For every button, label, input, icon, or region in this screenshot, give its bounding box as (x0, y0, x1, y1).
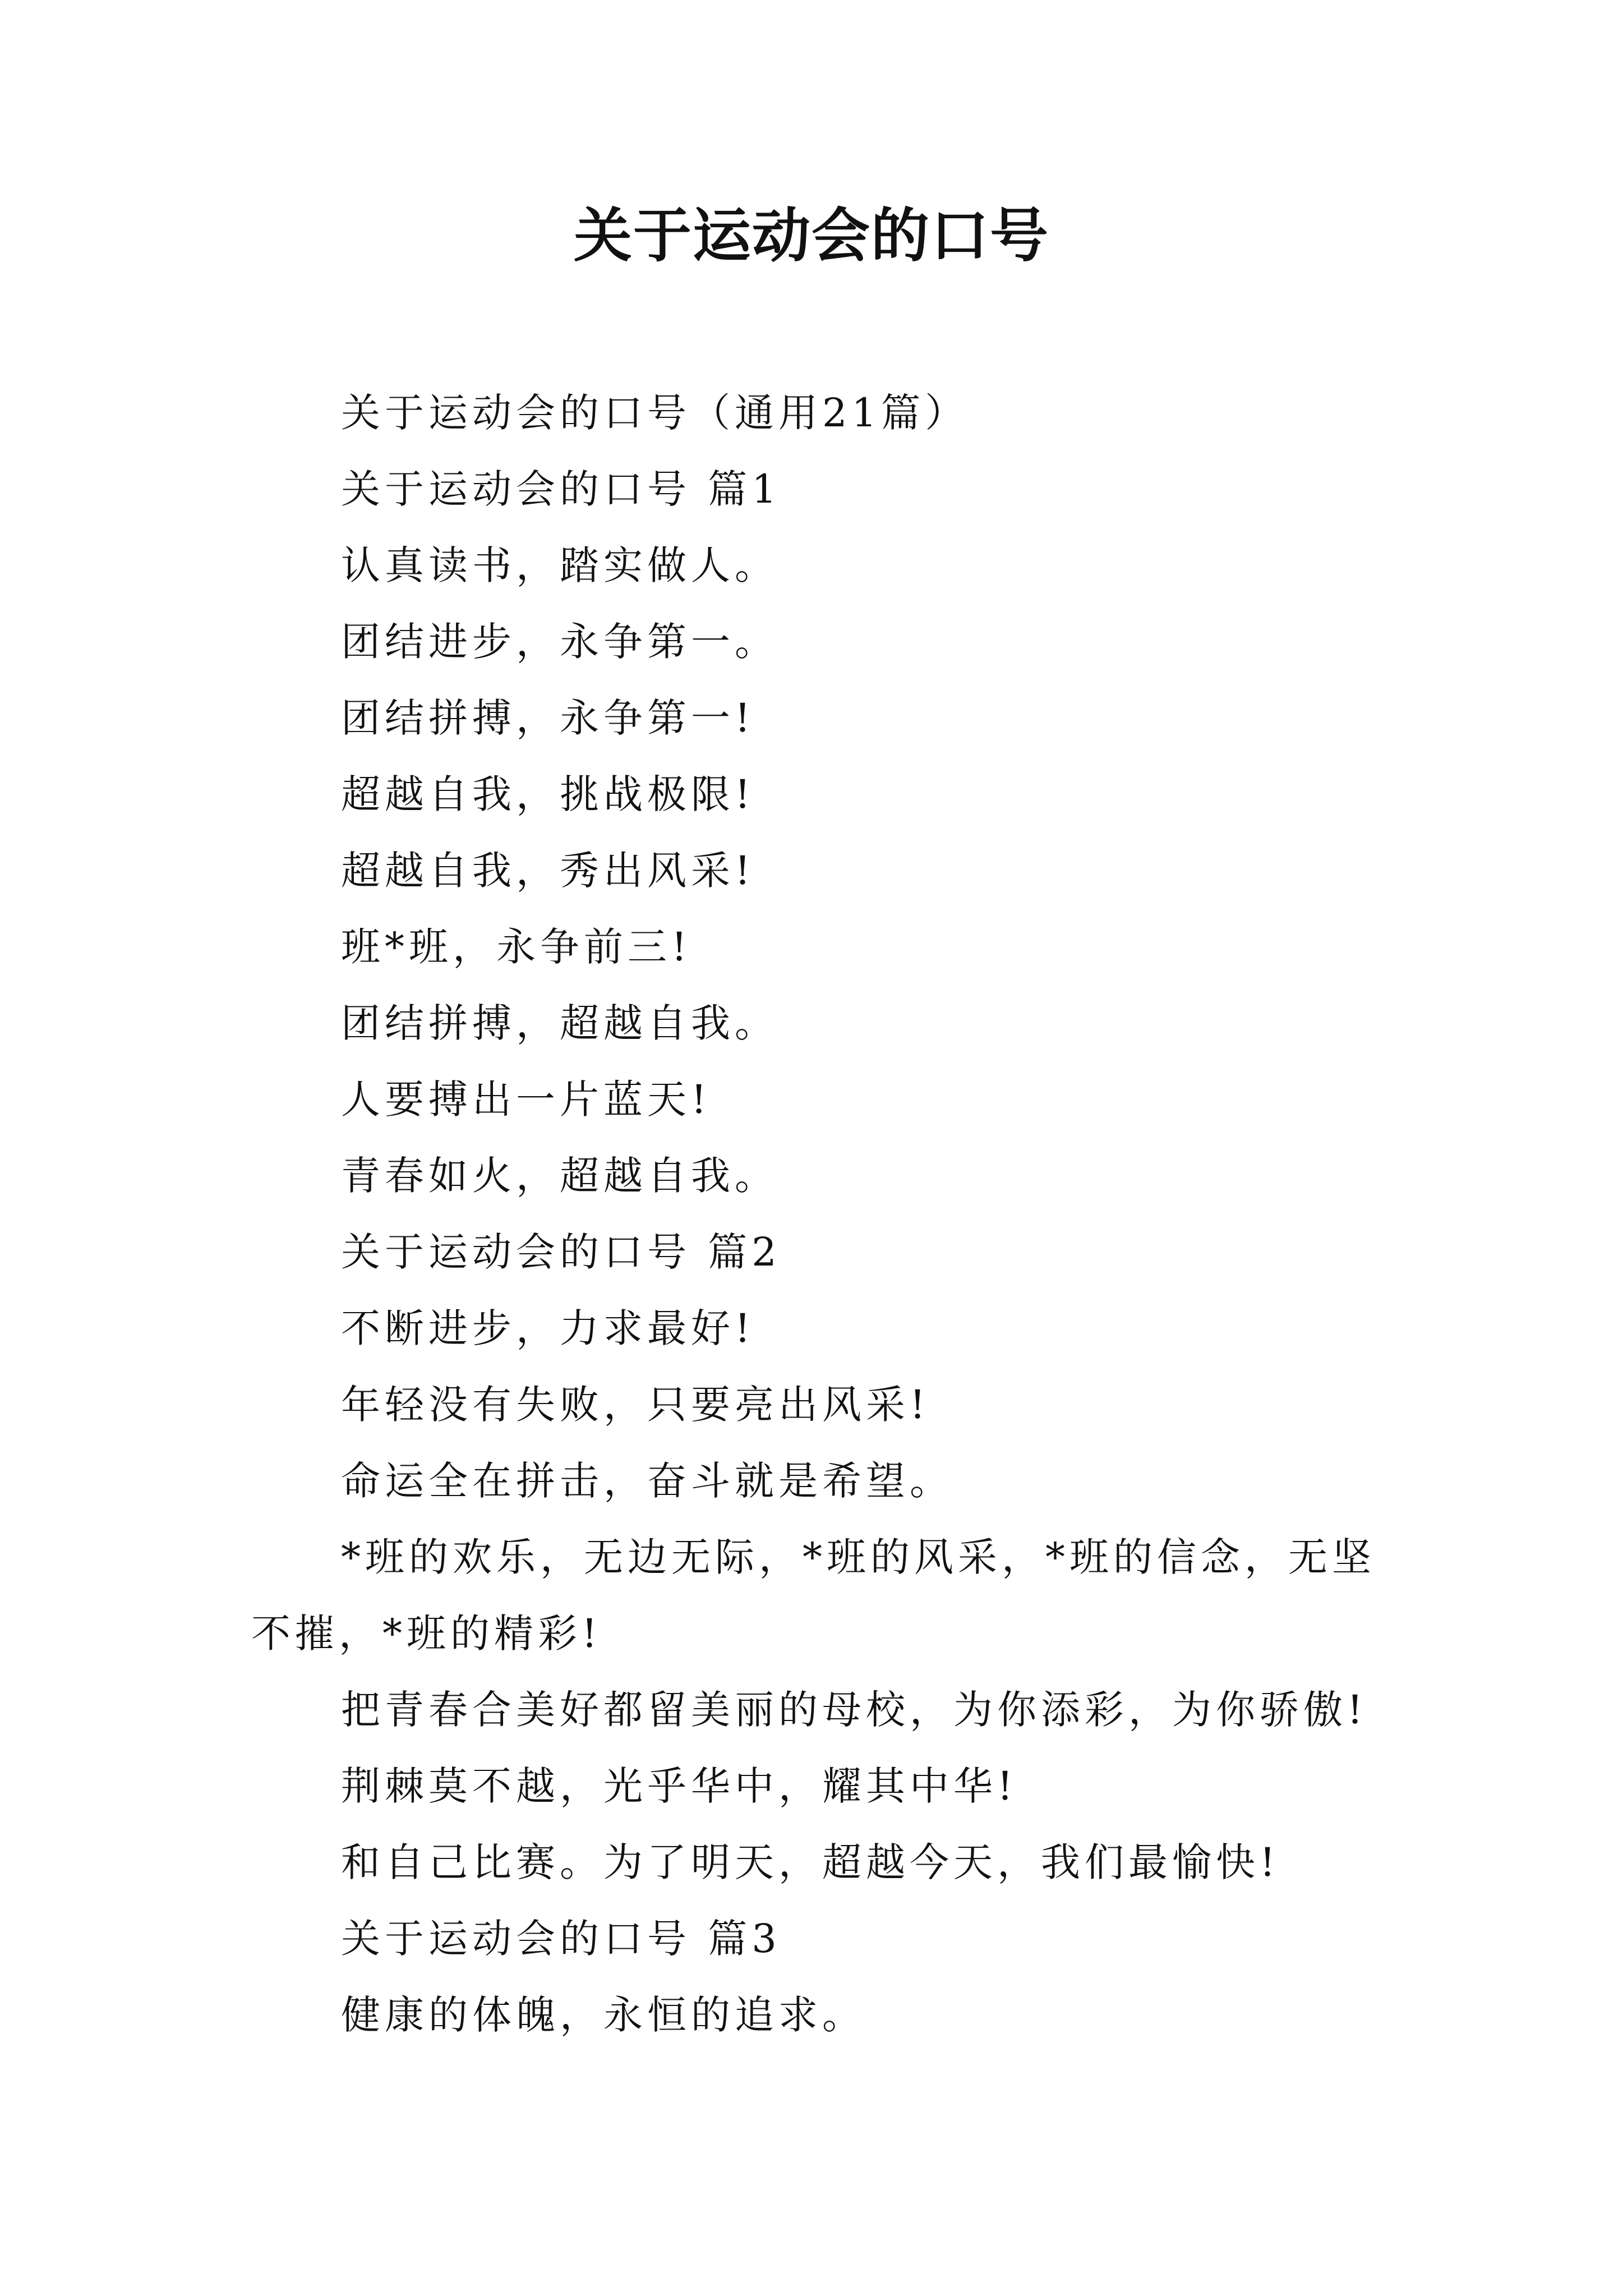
paragraph: 团结拼搏，超越自我。 (341, 1000, 778, 1046)
paragraph: 超越自我，挑战极限! (341, 771, 755, 817)
paragraph: 青春如火，超越自我。 (341, 1153, 778, 1199)
document-body (251, 375, 1382, 2053)
document-title: 关于运动会的口号 (573, 201, 1049, 270)
paragraph: 命运全在拼击，奋斗就是希望。 (341, 1458, 953, 1504)
paragraph: 团结拼搏，永争第一! (341, 695, 755, 741)
paragraph: 不断进步，力求最好! (341, 1305, 755, 1351)
paragraph: 把青春合美好都留美丽的母校，为你添彩，为你骄傲! (341, 1687, 1368, 1733)
section-heading: 关于运动会的口号 篇2 (341, 1229, 781, 1275)
paragraph: 和自己比赛。为了明天，超越今天，我们最愉快! (341, 1839, 1280, 1885)
paragraph: 荆棘莫不越，光乎华中，耀其中华! (341, 1763, 1018, 1809)
paragraph: 健康的体魄，永恒的追求。 (341, 1992, 866, 2038)
paragraph: *班的欢乐，无边无际，*班的风采，*班的信念，无坚不摧，*班的精彩! (251, 1534, 1376, 1657)
paragraph: 年轻没有失败，只要亮出风采! (341, 1382, 930, 1428)
paragraph: 超越自我，秀出风采! (341, 848, 755, 894)
paragraph: 人要搏出一片蓝天! (341, 1076, 712, 1122)
paragraph: 团结进步，永争第一。 (341, 619, 778, 665)
paragraph: 班*班，永争前三! (341, 924, 692, 970)
section-heading: 关于运动会的口号 篇3 (341, 1916, 781, 1962)
paragraph: 认真读书，踏实做人。 (341, 542, 778, 588)
paragraph: 关于运动会的口号（通用21篇） (341, 390, 969, 436)
section-heading: 关于运动会的口号 篇1 (341, 466, 781, 512)
